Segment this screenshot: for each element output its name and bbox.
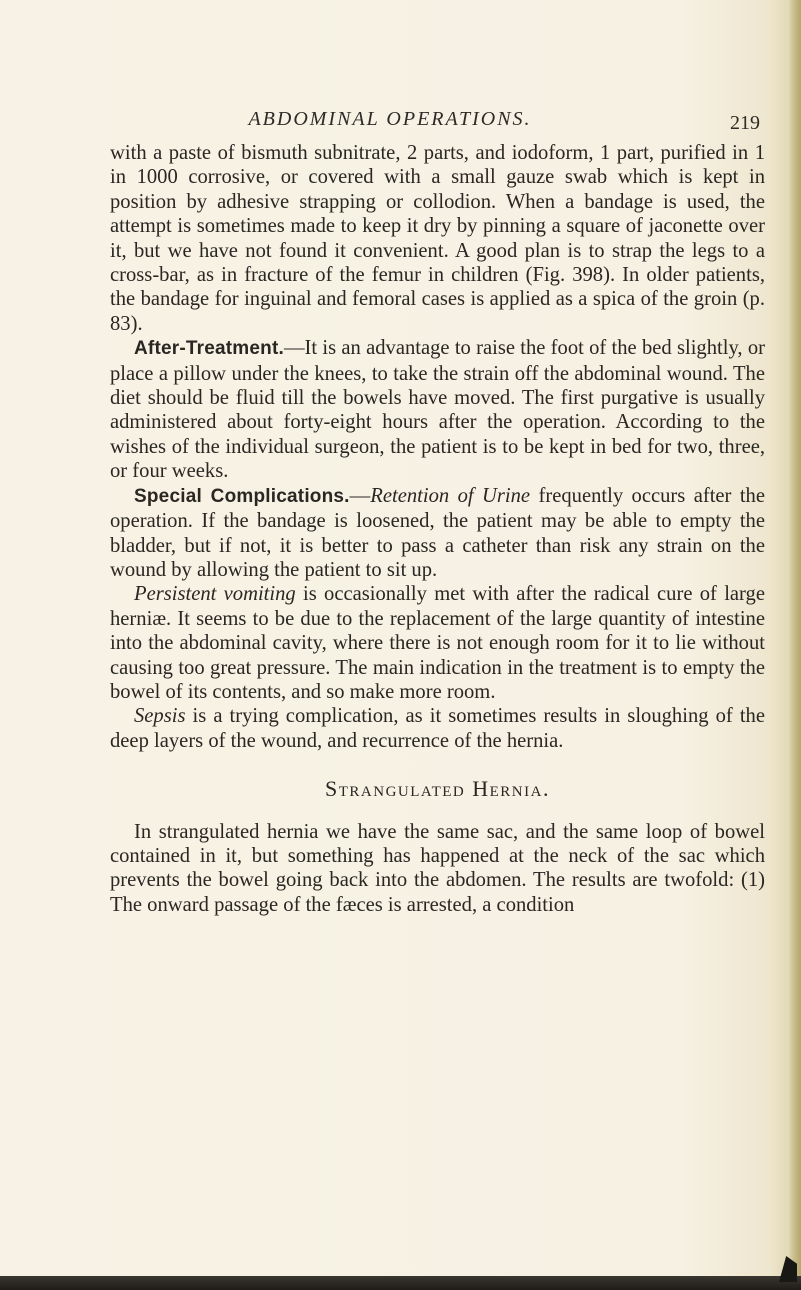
italic-term-retention: Retention of Urine [370, 484, 531, 507]
paragraph-strangulated: In strangulated hernia we have the same sac, and the same loop of bowel contained in it, but something has happened at the neck of the sac which prevents the bowel going back into the abdomen. The results are twofold: (1) The onward passage of the fæces is arrested, a condition [110, 820, 765, 916]
running-head [140, 108, 760, 134]
italic-term-vomiting: Persistent vomiting [134, 583, 296, 606]
retention-text: frequently occurs after the operation. If the bandage is loosened, the patient may be able to empty the bladder, but if not, it is better to pass a catheter than risk any strain on the wound by allowing the patient to sit up. [110, 484, 765, 581]
run-in-heading-special-complications: Special Complications. [134, 485, 350, 507]
paragraph-special-complications [110, 484, 765, 583]
section-heading: Strangulated Hernia. [325, 776, 550, 802]
italic-term-sepsis: Sepsis [134, 705, 186, 728]
paragraph-after-treatment [110, 336, 765, 483]
dash: — [349, 484, 371, 507]
page-edge [787, 0, 801, 1290]
paragraph-vomiting [110, 582, 765, 704]
sepsis-text: is a trying complication, as it sometimes results in sloughing of the deep layers of the wound, and recurrence of the hernia. [110, 705, 765, 752]
after-treatment-text: —It is an advantage to raise the foot of the bed slightly, or place a pillow under the knees, to take the strain off the abdominal wound. The diet should be fluid till the bowels have moved. The first purgative is usually administered about forty-eight hours after the operation. According to the wishes of the individual surgeon, the patient is to be kept in bed for two, three, or four weeks. [110, 337, 765, 483]
body-text [110, 141, 765, 917]
page-number: 219 [730, 112, 760, 134]
vomiting-text: is occasionally met with after the radical cure of large herniæ. It seems to be due to the replacement of the large quantity of intestine into the abdominal cavity, where there is not enough room for it to lie without causing too great pressure. The main indication in the treatment is to empty the bowel of its contents, and so make more room. [110, 583, 765, 703]
bottom-edge-shadow [0, 1276, 801, 1290]
running-title: ABDOMINAL OPERATIONS. [248, 108, 532, 130]
paragraph-sepsis [110, 704, 765, 753]
run-in-heading-after-treatment: After-Treatment. [134, 338, 284, 360]
paragraph-dressing: with a paste of bismuth subnitrate, 2 parts, and iodoform, 1 part, purified in 1 in 1000 corrosive, or covered with a small gauze swab which is kept in position by adhesive strapping or collodion. When a bandage is used, the attempt is sometimes made to keep it dry by pinning a square of jaconette over it, but we have not found it convenient. A good plan is to strap the legs to a cross-bar, as in fracture of the femur in children (Fig. 398). In older patients, the bandage for inguinal and femoral cases is applied as a spica of the groin (p. 83). [110, 142, 765, 335]
